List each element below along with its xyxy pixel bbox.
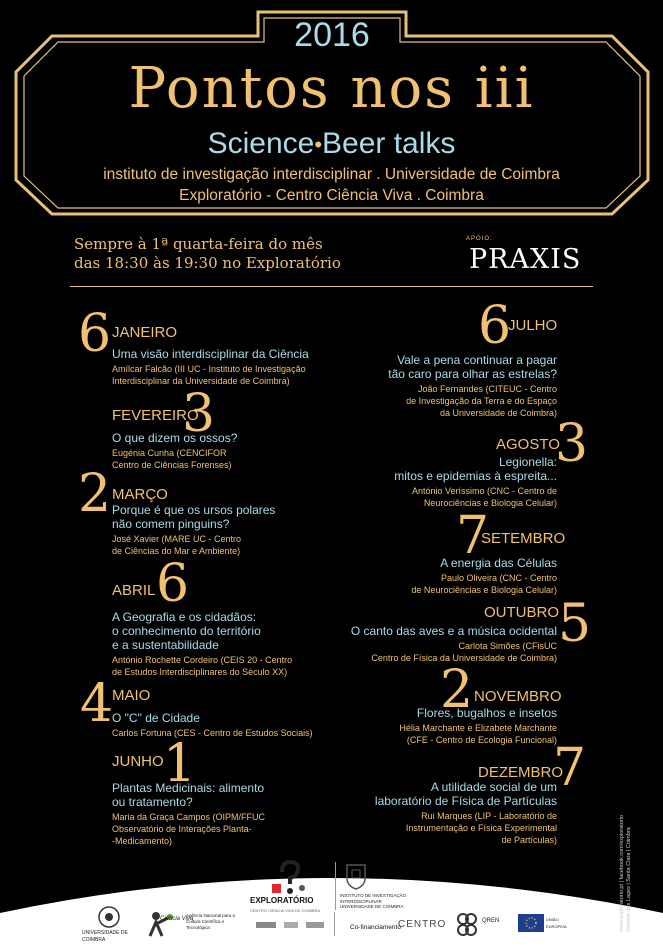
event-speaker-line: Observatório de Interações Planta-: [112, 824, 252, 834]
event-speaker: [317, 572, 557, 596]
event-title: [317, 780, 557, 808]
schedule-line-2: das 18:30 às 19:30 no Exploratório: [74, 254, 341, 272]
divider: [70, 286, 593, 287]
event-month: MAIO: [112, 687, 151, 704]
event-speaker-line: -Medicamento): [112, 836, 173, 846]
event-day-number: 2: [440, 660, 474, 720]
eu-label: UNIÃO EUROPEIA: [546, 917, 567, 929]
event-month: FEVEREIRO: [112, 407, 199, 424]
event-title-line: Flores, bugalhos e insetos: [416, 706, 557, 720]
event-title: [112, 347, 332, 361]
event-speaker-line: Amílcar Falcão (III UC - Instituto de Investigação: [112, 364, 306, 374]
event-month: ABRIL: [112, 582, 156, 599]
subtitle: [0, 124, 663, 165]
exploratorio-logo-icon: [268, 858, 310, 896]
event-month: AGOSTO: [496, 436, 560, 453]
footer-divider-2: [334, 912, 335, 936]
side-line-2: Reitoria das Lages | Santa Clara | Coimbra: [626, 827, 632, 932]
event-speaker-line: Instrumentação e Física Experimental: [405, 823, 557, 833]
event-month: SETEMBRO: [481, 530, 566, 547]
event-day-number: 4: [80, 674, 114, 734]
event-speaker-line: Maria da Graça Campos (OIPM/FFUC: [112, 812, 266, 822]
qren-icon: [456, 912, 478, 938]
event-title-line: Legionella:: [498, 455, 557, 469]
event-speaker: [112, 654, 342, 678]
event-day-number: 1: [163, 734, 197, 794]
event-speaker: [317, 640, 557, 664]
subtitle-science: Science: [207, 127, 315, 160]
institution-line-1: instituto de investigação interdisciplinar . Universidade de Coimbra: [103, 166, 560, 183]
event-speaker: [317, 383, 557, 419]
event-title-line: A energia das Células: [440, 556, 557, 570]
iii-text: INSTITUTO DE INVESTIGAÇÃO INTERDISCIPLINAR: [340, 893, 407, 904]
side-line-1: www.exploratorio.pt | facebook.com/exploratorio: [619, 815, 625, 932]
event-title-line: Vale a pena continuar a pagar: [397, 353, 557, 367]
event-speaker-line: José Xavier (MARE UC - Centro: [112, 534, 242, 544]
praxis-logo: PRAXIS: [469, 244, 582, 275]
event-title-line: não comem pinguins?: [112, 517, 230, 531]
event-month: OUTUBRO: [484, 604, 559, 621]
event-day-number: 7: [553, 738, 587, 798]
uc-name: UNIVERSIDADE DE COIMBRA: [82, 930, 128, 943]
event-speaker-line: de Neurociências e Biologia Celular): [411, 585, 557, 595]
schedule-line-1: Sempre à 1ª quarta-feira do mês: [74, 235, 323, 253]
exploratorio-sub: CENTRO CIÊNCIA VIVA DE COIMBRA: [250, 908, 321, 913]
event-day-number: 6: [478, 296, 512, 356]
event-title-line: tão caro para olhar as estrelas?: [388, 367, 557, 381]
event-speaker: [112, 727, 342, 739]
cofinanciamento-label: Co-financiamento: [350, 924, 401, 931]
event-title-line: A Geografia e os cidadãos:: [112, 610, 257, 624]
event-day-number: 3: [555, 414, 589, 474]
event-speaker-line: João Fernandes (CITEUC - Centro: [417, 384, 557, 394]
event-speaker-line: de Investigação da Terra e do Espaço: [406, 396, 557, 406]
event-speaker: [317, 485, 557, 509]
event-speaker: [112, 363, 342, 387]
event-title-line: O que dizem os ossos?: [112, 431, 238, 445]
event-speaker-line: António Rochette Cordeiro (CEIS 20 - Centro: [112, 655, 293, 665]
event-day-number: 6: [78, 304, 112, 364]
event-title-line: e a sustentabilidade: [112, 638, 219, 652]
event-title-line: A utilidade social de um: [430, 780, 557, 794]
event-day-number: 3: [182, 384, 216, 444]
event-speaker-line: Eugénia Cunha (CENCIFOR: [112, 448, 227, 458]
event-title-line: ou tratamento?: [112, 795, 193, 809]
side-info: [619, 792, 637, 932]
event-day-number: 7: [456, 506, 490, 566]
event-speaker: [317, 722, 557, 746]
event-speaker-line: Carlos Fortuna (CES - Centro de Estudos Sociais): [112, 728, 313, 738]
iii-sub-text: UNIVERSIDADE DE COIMBRA: [340, 904, 404, 909]
event-title-line: Porque é que os ursos polares: [112, 503, 276, 517]
event-speaker-line: Carlota Simões (CFisUC: [458, 641, 557, 651]
event-title: [317, 706, 557, 720]
support-label: APOIO:: [466, 236, 493, 242]
event-speaker-line: António Veríssimo (CNC - Centro de: [411, 486, 557, 496]
event-month: NOVEMBRO: [474, 688, 562, 705]
ciencia-viva-name: Ciência Viva: [160, 916, 194, 922]
event-month: JANEIRO: [112, 324, 178, 341]
event-day-number: 2: [78, 464, 112, 524]
event-speaker-line: Neurociências e Biologia Celular): [423, 498, 557, 508]
centro-logo: CENTRO: [398, 919, 447, 930]
event-day-number: 6: [156, 554, 190, 614]
event-speaker: [112, 533, 342, 557]
event-speaker-line: de Estudos Interdisciplinares do Século XX): [112, 667, 288, 677]
ciencia-viva-icon: [146, 910, 176, 938]
event-title-line: Plantas Medicinais: alimento: [112, 781, 265, 795]
page-title: Pontos nos iii: [128, 56, 535, 121]
qren-label: QREN: [482, 918, 500, 924]
exploratorio-name: EXPLORATÓRIO: [250, 896, 314, 905]
event-title: [317, 353, 557, 381]
event-title-line: O canto das aves e a música ocidental: [350, 624, 557, 638]
event-title: [317, 624, 557, 638]
event-speaker-line: Interdisciplinar da Universidade de Coimbra): [112, 376, 290, 386]
event-month: DEZEMBRO: [478, 764, 564, 781]
event-speaker-line: Hélia Marchante e Elizabete Marchante: [399, 723, 557, 733]
bullet-separator: •: [314, 132, 323, 158]
event-speaker-line: (CFE - Centro de Ecologia Funcional): [406, 735, 557, 745]
event-title-line: O "C" de Cidade: [112, 711, 200, 725]
event-title: [317, 556, 557, 570]
event-month: JULHO: [508, 317, 558, 334]
uc-seal-icon: [98, 905, 120, 929]
event-title-line: mitos e epidemias à espreita...: [394, 469, 557, 483]
event-title: [112, 711, 332, 725]
event-speaker: [317, 810, 557, 846]
event-title: [112, 503, 332, 531]
event-month: JUNHO: [112, 753, 164, 770]
event-title: [112, 431, 332, 445]
event-title-line: o conhecimento do território: [112, 624, 261, 638]
event-speaker: [112, 811, 342, 847]
event-speaker: [112, 447, 342, 471]
footer-divider: [335, 862, 336, 910]
institution-line-2: Exploratório - Centro Ciência Viva . Coimbra: [179, 187, 484, 204]
event-speaker-line: de Partículas): [501, 835, 557, 845]
event-speaker-line: Paulo Oliveira (CNC - Centro: [440, 573, 557, 583]
agencia-name: Agência Nacional para a Cultura Científica e Tecnológica: [186, 913, 236, 930]
event-title-line: Uma visão interdisciplinar da Ciência: [112, 347, 309, 361]
event-speaker-line: da Universidade de Coimbra): [439, 408, 557, 418]
iii-name: [340, 893, 410, 910]
event-speaker-line: de Ciências do Mar e Ambiente): [112, 546, 241, 556]
eu-flag-icon: [518, 914, 544, 932]
event-speaker-line: Centro de Ciências Forenses): [112, 460, 232, 470]
event-title: [112, 781, 332, 809]
event-speaker-line: Centro de Física da Universidade de Coimbra): [371, 653, 557, 663]
event-title: [112, 610, 332, 652]
event-title-line: laboratório de Física de Partículas: [374, 794, 557, 808]
event-day-number: 5: [558, 594, 592, 654]
schedule-info: [74, 235, 341, 273]
event-title: [317, 455, 557, 483]
iii-seal-icon: [344, 862, 368, 890]
subtitle-beer-talks: Beer talks: [322, 127, 456, 160]
partner-logos-icon: [256, 918, 326, 932]
event-speaker-line: Rui Marques (LIP - Laboratório de: [421, 811, 557, 821]
event-year: 2016: [294, 16, 370, 54]
event-month: MARÇO: [112, 486, 168, 503]
